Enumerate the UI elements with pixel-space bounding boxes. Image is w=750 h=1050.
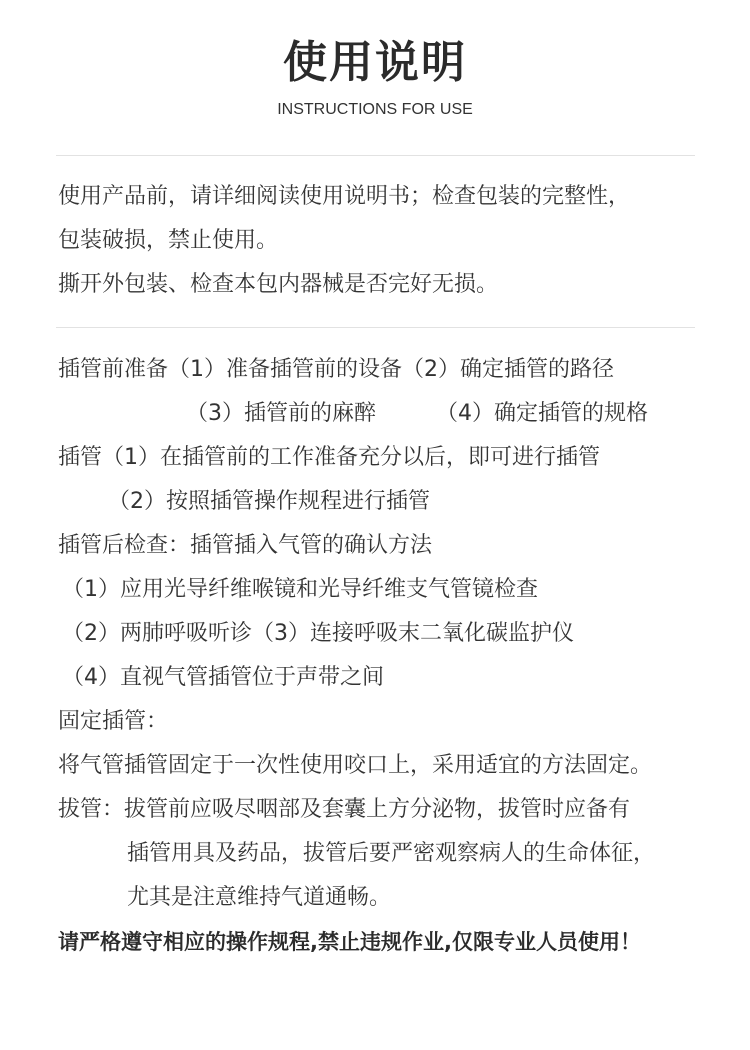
step-line: （4）确定插管的规格 [436,401,648,426]
step-line: 插管后检查：插管插入气管的确认方法 [58,533,433,558]
divider-top [56,155,695,156]
warning-text: 请严格遵守相应的操作规程,禁止违规作业,仅限专业人员使用！ [58,930,641,954]
step-line: 插管用具及药品，拔管后要严密观察病人的生命体征， [127,841,656,866]
step-line: 插管（1）在插管前的工作准备充分以后，即可进行插管 [58,445,600,470]
page-subtitle: INSTRUCTIONS FOR USE [277,101,473,118]
intro-line: 使用产品前，请详细阅读使用说明书；检查包装的完整性， [58,184,631,209]
intro-line: 撕开外包装、检查本包内器械是否完好无损。 [58,272,499,297]
page-title: 使用说明 [283,37,467,88]
divider-middle [56,327,695,328]
step-line: （3）插管前的麻醉 [186,401,376,426]
intro-line: 包装破损，禁止使用。 [58,228,279,253]
step-line: （2）按照插管操作规程进行插管 [108,489,430,514]
step-line: （4）直视气管插管位于声带之间 [62,665,384,690]
step-line: （2）两肺呼吸听诊（3）连接呼吸末二氧化碳监护仪 [62,621,574,646]
step-line: 拔管：拔管前应吸尽咽部及套囊上方分泌物，拔管时应备有 [58,797,631,822]
step-line: （1）应用光导纤维喉镜和光导纤维支气管镜检查 [62,577,538,602]
step-line: 插管前准备（1）准备插管前的设备（2）确定插管的路径 [58,357,614,382]
step-line: 将气管插管固定于一次性使用咬口上，采用适宜的方法固定。 [58,753,653,778]
step-line: 尤其是注意维持气道通畅。 [127,885,392,910]
step-line: 固定插管： [58,709,169,734]
